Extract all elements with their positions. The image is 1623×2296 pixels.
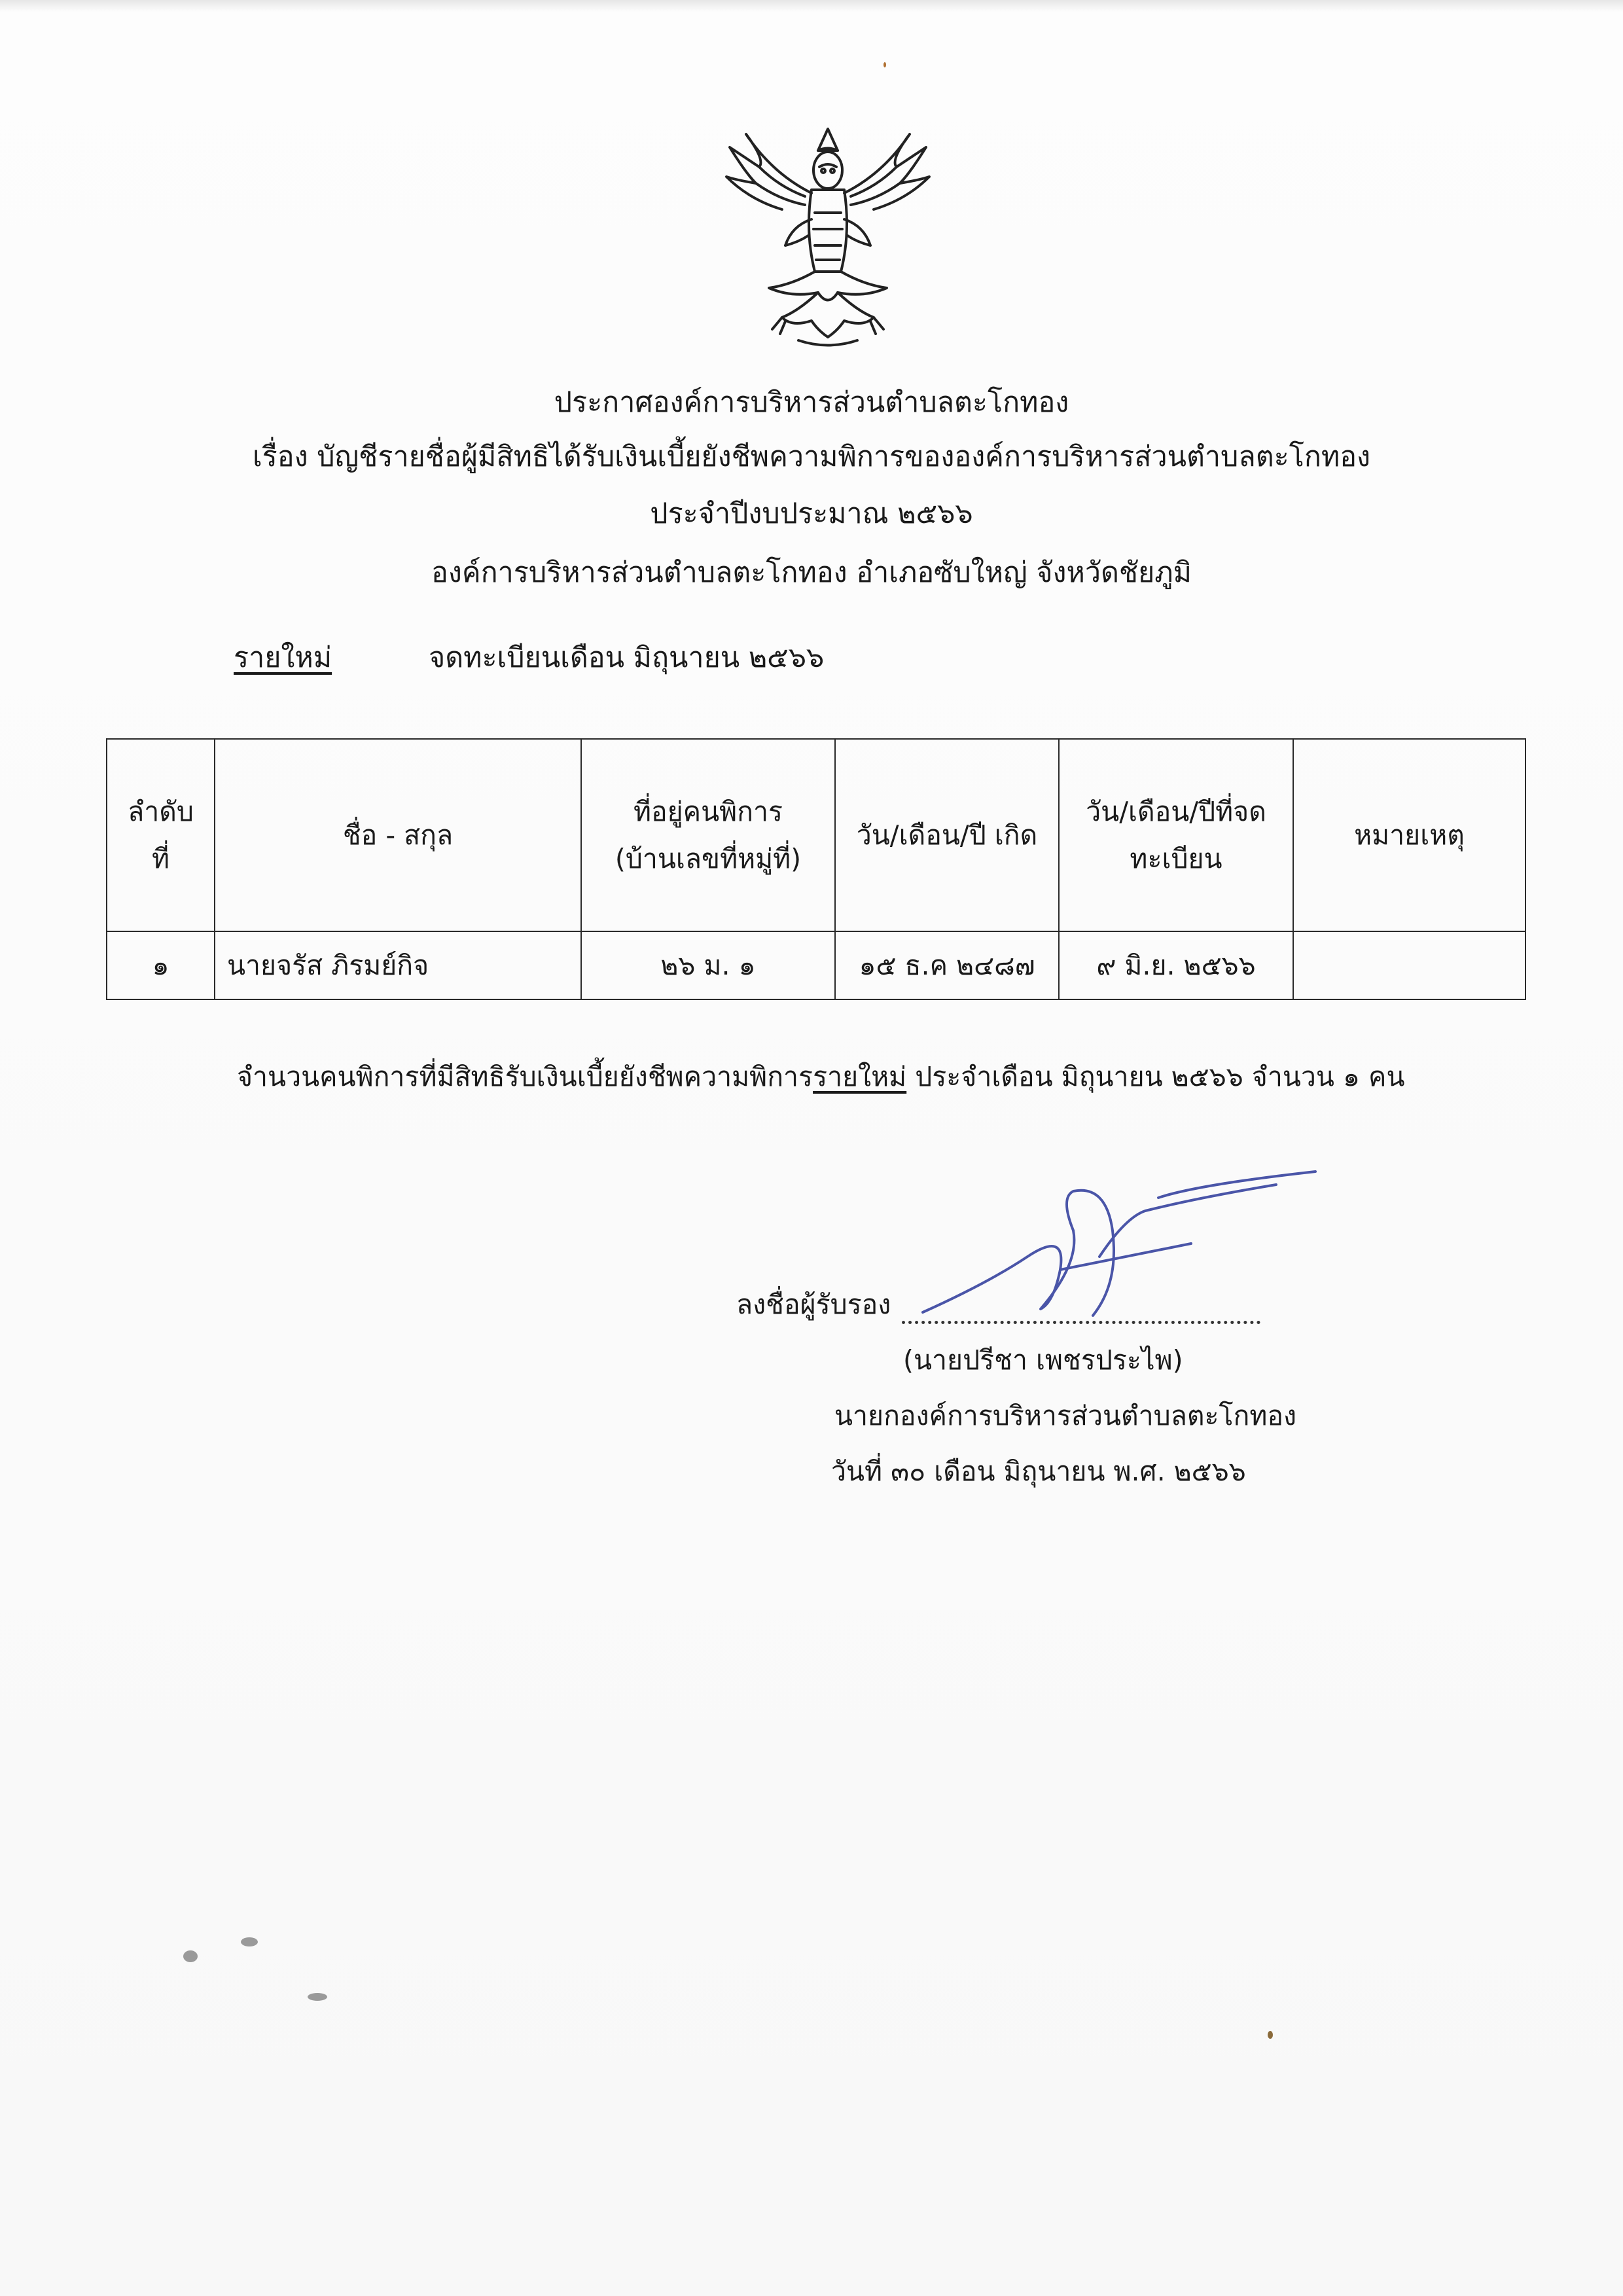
table-header-row [107, 739, 1525, 931]
summary-text-after: ประจำเดือน มิถุนายน ๒๕๖๖ จำนวน ๑ คน [906, 1061, 1405, 1092]
registration-month: จดทะเบียนเดือน มิถุนายน ๒๕๖๖ [429, 641, 825, 674]
header-name: ชื่อ - สกุล [215, 739, 581, 931]
header-address [581, 739, 835, 931]
certifier-signature-label: ลงชื่อผู้รับรอง [736, 1289, 891, 1320]
handwritten-signature-icon [910, 1158, 1335, 1329]
registration-type-label: รายใหม่ [234, 641, 332, 674]
announcement-subject: เรื่อง บัญชีรายชื่อผู้มีสิทธิได้รับเงินเบี้ยยังชีพความพิการขององค์การบริหารส่วนตำบลตะโกทอง [252, 440, 1371, 473]
cell-address: ๒๖ ม. ๑ [581, 931, 835, 999]
cell-registration-date: ๙ มิ.ย. ๒๕๖๖ [1059, 931, 1293, 999]
cell-remark [1293, 931, 1525, 999]
scan-speck [883, 62, 886, 67]
garuda-emblem-icon [720, 121, 936, 357]
header-registration-date [1059, 739, 1293, 931]
beneficiary-table [106, 738, 1526, 1000]
signer-title: นายกองค์การบริหารส่วนตำบลตะโกทอง [834, 1400, 1296, 1431]
header-address-line2: (บ้านเลขที่หมู่ที่) [615, 843, 802, 874]
header-sequence [107, 739, 215, 931]
scan-speck [183, 1950, 198, 1962]
header-sequence-line1: ลำดับ [128, 796, 194, 827]
cell-birth-date: ๑๕ ธ.ค ๒๔๘๗ [835, 931, 1059, 999]
header-remark: หมายเหตุ [1293, 739, 1525, 931]
header-birth-date: วัน/เดือน/ปี เกิด [835, 739, 1059, 931]
scan-speck [308, 1993, 327, 2001]
cell-name: นายจรัส ภิรมย์กิจ [215, 931, 581, 999]
announcement-title: ประกาศองค์การบริหารส่วนตำบลตะโกทอง [554, 386, 1069, 419]
signature-date: วันที่ ๓๐ เดือน มิถุนายน พ.ศ. ๒๕๖๖ [831, 1456, 1246, 1487]
header-sequence-line2: ที่ [151, 843, 170, 874]
scan-edge-shadow [0, 0, 1623, 12]
fiscal-year: ประจำปีงบประมาณ ๒๕๖๖ [650, 497, 973, 530]
summary-line [237, 1057, 1404, 1096]
cell-sequence: ๑ [107, 931, 215, 999]
header-registration-line1: วัน/เดือน/ปีที่จด [1086, 796, 1266, 827]
header-address-line1: ที่อยู่คนพิการ [633, 796, 783, 827]
signer-name: (นายปรีชา เพชรประไพ) [903, 1344, 1183, 1376]
summary-text-underlined: รายใหม่ [813, 1061, 907, 1092]
organization-location: องค์การบริหารส่วนตำบลตะโกทอง อำเภอซับใหญ่ จังหวัดชัยภูมิ [431, 556, 1192, 589]
scan-speck [241, 1937, 258, 1946]
scan-speck [1268, 2031, 1273, 2039]
header-registration-line2: ทะเบียน [1130, 843, 1222, 874]
beneficiary-table-container [106, 738, 1525, 1000]
table-row [107, 931, 1525, 999]
summary-text-before: จำนวนคนพิการที่มีสิทธิรับเงินเบี้ยยังชีพความพิการ [237, 1061, 813, 1092]
